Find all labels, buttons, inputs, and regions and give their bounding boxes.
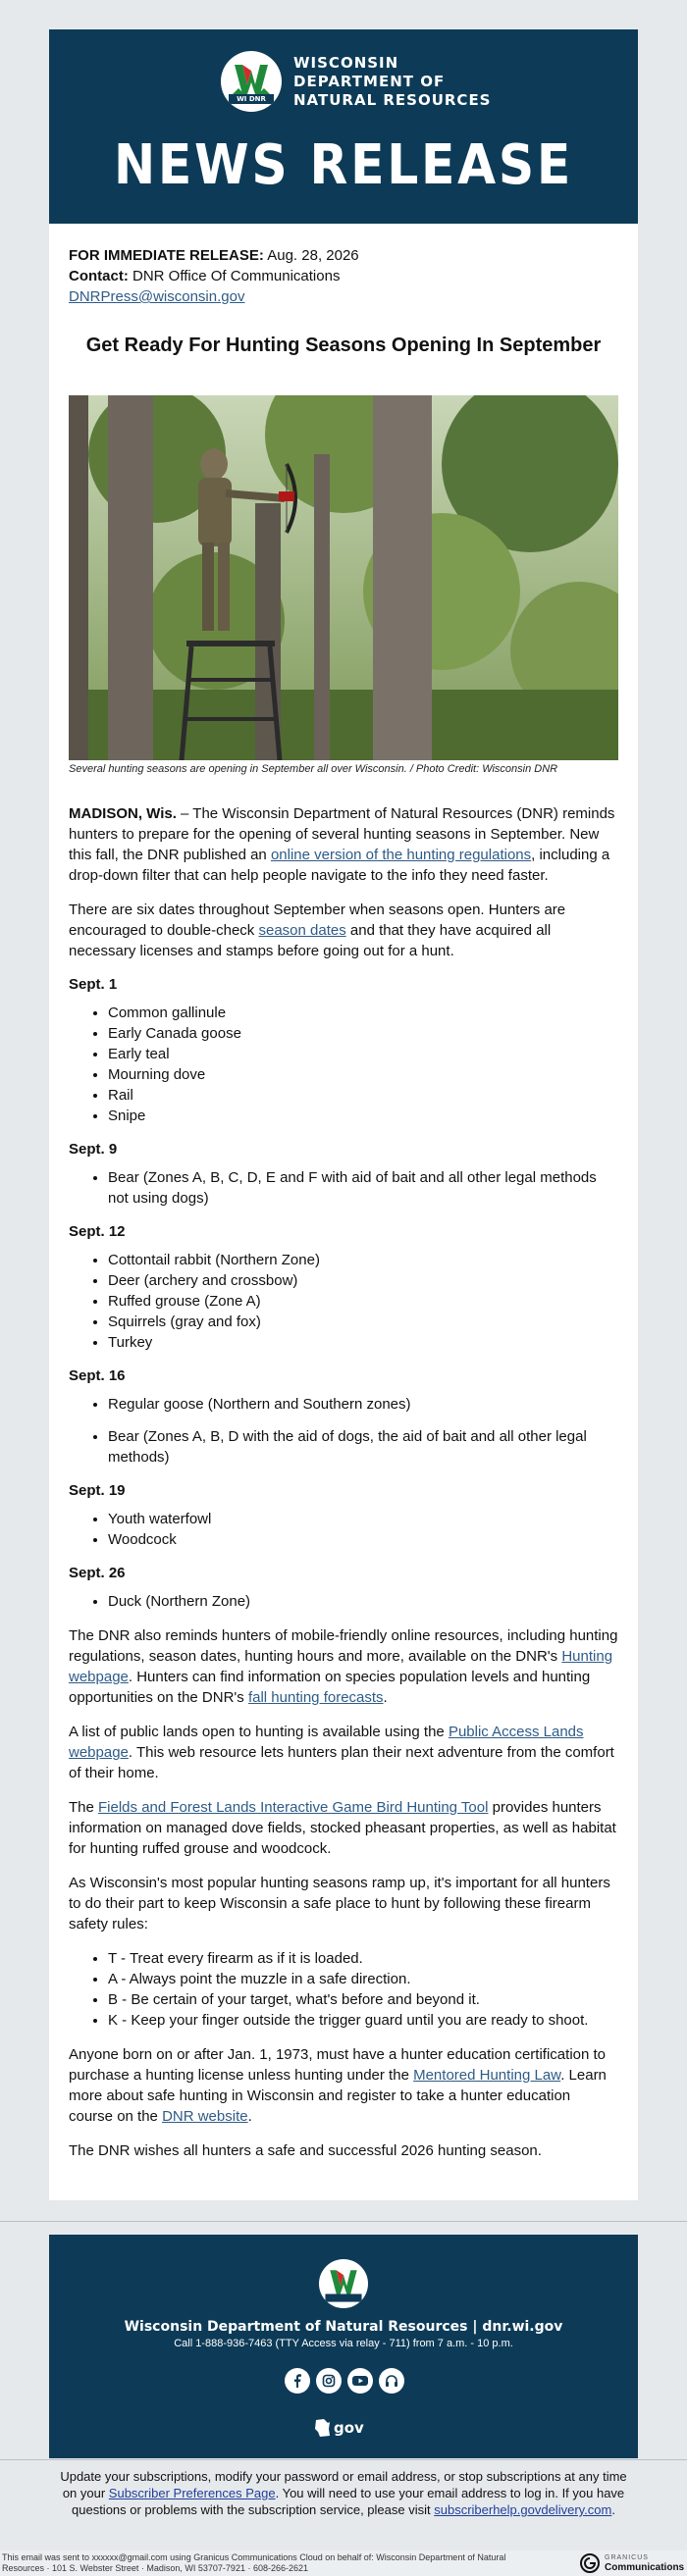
- article-body: [49, 776, 638, 2161]
- list-item: • Bear (Zones A, B, C, D, E and F with aid of bait and all other legal methods not using dogs): [108, 1167, 618, 1209]
- list-item: • Deer (archery and crossbow): [108, 1270, 618, 1291]
- social-links: [285, 2368, 404, 2394]
- contact-line: [69, 266, 618, 286]
- list-item: • Common gallinule: [108, 1003, 618, 1023]
- resources-text-b: . Hunters can find information on species population levels and hunting opportunities on the DNR's: [69, 1669, 591, 1706]
- list-item: • T - Treat every firearm as if it is loaded.: [108, 1948, 618, 1969]
- facebook-icon[interactable]: [285, 2368, 310, 2394]
- press-email-link[interactable]: DNRPress@wisconsin.gov: [69, 288, 245, 305]
- resources-text-a: The DNR also reminds hunters of mobile-friendly online resources, including hunting regulations, season dates, hunting hours and more, available on the DNR's: [69, 1627, 618, 1665]
- footer-org-name: Wisconsin Department of Natural Resources | dnr.wi.gov: [124, 2319, 563, 2335]
- list-item: • Rail: [108, 1085, 618, 1106]
- youtube-icon[interactable]: [347, 2368, 373, 2394]
- subscription-text-b: . You will need to use your email address to log in. If you have questions or problems with the subscription service, please visit: [72, 2486, 625, 2517]
- paragraph-closing: The DNR wishes all hunters a safe and successful 2026 hunting season.: [69, 2142, 542, 2159]
- subscription-notice: [59, 2468, 628, 2518]
- list-item: • Ruffed grouse (Zone A): [108, 1291, 618, 1312]
- game-bird-text-a: The: [69, 1799, 99, 1816]
- divider: [0, 2221, 687, 2222]
- subscription-text-a: Update your subscriptions, modify your password or email address, or stop subscriptions at any time on your: [60, 2469, 627, 2500]
- resources-text-c: .: [383, 1689, 388, 1706]
- sept-19-list: [108, 1509, 618, 1550]
- footer-dnr-logo-icon[interactable]: [319, 2259, 368, 2308]
- wisconsin-gov-mark[interactable]: [312, 2417, 364, 2439]
- footer: [49, 2235, 638, 2458]
- list-item: • Early Canada goose: [108, 1023, 618, 1044]
- sept-26-heading: Sept. 26: [69, 1565, 126, 1581]
- granicus-logo[interactable]: [579, 2552, 684, 2574]
- list-item: • B - Be certain of your target, what's before and beyond it.: [108, 1989, 618, 2010]
- hunting-webpage-link[interactable]: Hunting webpage: [69, 1648, 613, 1685]
- granicus-bottom-text: Communications: [605, 2562, 685, 2573]
- list-item: • Turkey: [108, 1332, 618, 1353]
- list-item: • Woodcock: [108, 1529, 618, 1550]
- subscriber-preferences-link[interactable]: Subscriber Preferences Page: [108, 2486, 276, 2500]
- paragraph-intro: [69, 803, 618, 886]
- sept-1-heading: Sept. 1: [69, 976, 118, 993]
- sept-19-heading: Sept. 19: [69, 1482, 126, 1499]
- photo-caption: Several hunting seasons are opening in September all over Wisconsin. / Photo Credit: Wisconsin DNR: [69, 763, 558, 775]
- sept-9-heading: Sept. 9: [69, 1141, 118, 1158]
- instagram-icon[interactable]: [316, 2368, 342, 2394]
- list-item: • Youth waterfowl: [108, 1509, 618, 1529]
- subscription-text-c: .: [611, 2502, 615, 2517]
- footer-call-info: Call 1-888-936-7463 (TTY Access via relay - 711) from 7 a.m. - 10 p.m.: [174, 2338, 513, 2349]
- hunter-photo: [69, 395, 618, 760]
- public-access-lands-link[interactable]: Public Access Lands webpage: [69, 1724, 584, 1761]
- paragraph-public-lands: [69, 1722, 618, 1783]
- agency-line-2: DEPARTMENT OF: [293, 72, 446, 90]
- sept-9-list: [108, 1167, 618, 1209]
- release-date: Aug. 28, 2026: [263, 247, 359, 264]
- agency-name: [293, 54, 492, 110]
- list-item: • K - Keep your finger outside the trigger guard until you are ready to shoot.: [108, 2010, 618, 2031]
- dates-text-b: and that they have acquired all necessary licenses and stamps before going out for a hunt.: [69, 922, 552, 959]
- paragraph-safety: As Wisconsin's most popular hunting seasons ramp up, it's important for all hunters to do their part to keep Wisconsin a safe place to hunt by following these firearm safety rules:: [69, 1875, 610, 1932]
- dnr-website-link[interactable]: DNR website: [162, 2108, 248, 2125]
- public-lands-text-b: . This web resource lets hunters plan their next adventure from the comfort of their home.: [69, 1744, 614, 1781]
- mentored-hunting-law-link[interactable]: Mentored Hunting Law: [413, 2067, 561, 2084]
- gov-text: gov: [334, 2419, 364, 2437]
- paragraph-education: [69, 2044, 618, 2127]
- list-item: • Bear (Zones A, B, D with the aid of dogs, the aid of bait and all other legal methods): [108, 1426, 618, 1468]
- sept-26-list: [108, 1591, 618, 1612]
- dates-text-a: There are six dates throughout September when seasons open. Hunters are encouraged to double-check: [69, 902, 566, 939]
- list-item: • A - Always point the muzzle in a safe direction.: [108, 1969, 618, 1989]
- dnr-logo[interactable]: [221, 51, 492, 112]
- release-info: [49, 224, 638, 307]
- news-release-title: NEWS RELEASE: [114, 133, 573, 197]
- dnr-logo-icon: [221, 51, 282, 112]
- sept-12-list: [108, 1250, 618, 1353]
- logo-text: WI DNR: [237, 95, 266, 103]
- agency-line-3: NATURAL RESOURCES: [293, 90, 492, 109]
- list-item: • Snipe: [108, 1106, 618, 1126]
- podcast-icon[interactable]: [379, 2368, 404, 2394]
- game-bird-tool-link[interactable]: Fields and Forest Lands Interactive Game Bird Hunting Tool: [98, 1799, 489, 1816]
- safety-rules-list: [108, 1948, 618, 2031]
- divider: [0, 2459, 687, 2460]
- list-item: • Regular goose (Northern and Southern zones): [108, 1394, 618, 1415]
- education-text-b: . Learn more about safe hunting in Wisconsin and register to take a hunter education course on the: [69, 2067, 607, 2125]
- list-item: • Early teal: [108, 1044, 618, 1064]
- online-regulations-link[interactable]: online version of the hunting regulations: [270, 847, 532, 863]
- sender-line-1: This email was sent to xxxxxx@gmail.com using Granicus Communications Cloud on behalf of: Wisconsin Department of Natural: [2, 2552, 506, 2562]
- subscriber-help-link[interactable]: subscriberhelp.govdelivery.com: [434, 2502, 612, 2517]
- sept-16-heading: Sept. 16: [69, 1367, 126, 1384]
- wisconsin-state-icon: [312, 2417, 334, 2439]
- email-card: [49, 29, 638, 2200]
- list-item: • Mourning dove: [108, 1064, 618, 1085]
- sept-16-list: [108, 1394, 618, 1468]
- list-item: • Duck (Northern Zone): [108, 1591, 618, 1612]
- granicus-icon: [579, 2552, 601, 2574]
- season-dates-link[interactable]: season dates: [258, 922, 346, 939]
- release-label: FOR IMMEDIATE RELEASE:: [69, 247, 264, 264]
- education-text-c: .: [247, 2108, 252, 2125]
- contact-value: DNR Office Of Communications: [128, 268, 341, 284]
- list-item: • Squirrels (gray and fox): [108, 1312, 618, 1332]
- intro-text-a: – The Wisconsin Department of Natural Resources (DNR) reminds hunters to prepare for the opening of several hunting seasons in September. New this fall, the DNR published an: [69, 805, 615, 863]
- agency-line-1: WISCONSIN: [293, 53, 399, 72]
- fall-hunting-forecasts-link[interactable]: fall hunting forecasts: [247, 1689, 384, 1706]
- sept-12-heading: Sept. 12: [69, 1223, 126, 1240]
- list-item: • Cottontail rabbit (Northern Zone): [108, 1250, 618, 1270]
- release-date-line: [69, 245, 618, 266]
- paragraph-dates: [69, 900, 618, 961]
- paragraph-game-bird-tool: [69, 1797, 618, 1859]
- education-text-a: Anyone born on or after Jan. 1, 1973, must have a hunter education certification to purchase a hunting license unless hunting under the: [69, 2046, 607, 2084]
- intro-text-b: , including a drop-down filter that can help people navigate to the info they need faster.: [69, 847, 610, 884]
- game-bird-text-b: provides hunters information on managed dove fields, stocked pheasant properties, as well as habitat for hunting ruffed grouse and woodcock.: [69, 1799, 616, 1857]
- headline: Get Ready For Hunting Seasons Opening In September: [85, 335, 602, 356]
- sender-line-2: Resources · 101 S. Webster Street · Madison, WI 53707-7921 · 608-266-2621: [2, 2563, 308, 2573]
- contact-label: Contact:: [69, 268, 129, 284]
- dateline: MADISON, Wis.: [69, 805, 177, 822]
- granicus-top-text: GRANICUS: [605, 2554, 649, 2561]
- sept-1-list: [108, 1003, 618, 1126]
- hero-banner: [49, 29, 638, 224]
- paragraph-resources: [69, 1625, 618, 1708]
- public-lands-text-a: A list of public lands open to hunting is available using the: [69, 1724, 449, 1740]
